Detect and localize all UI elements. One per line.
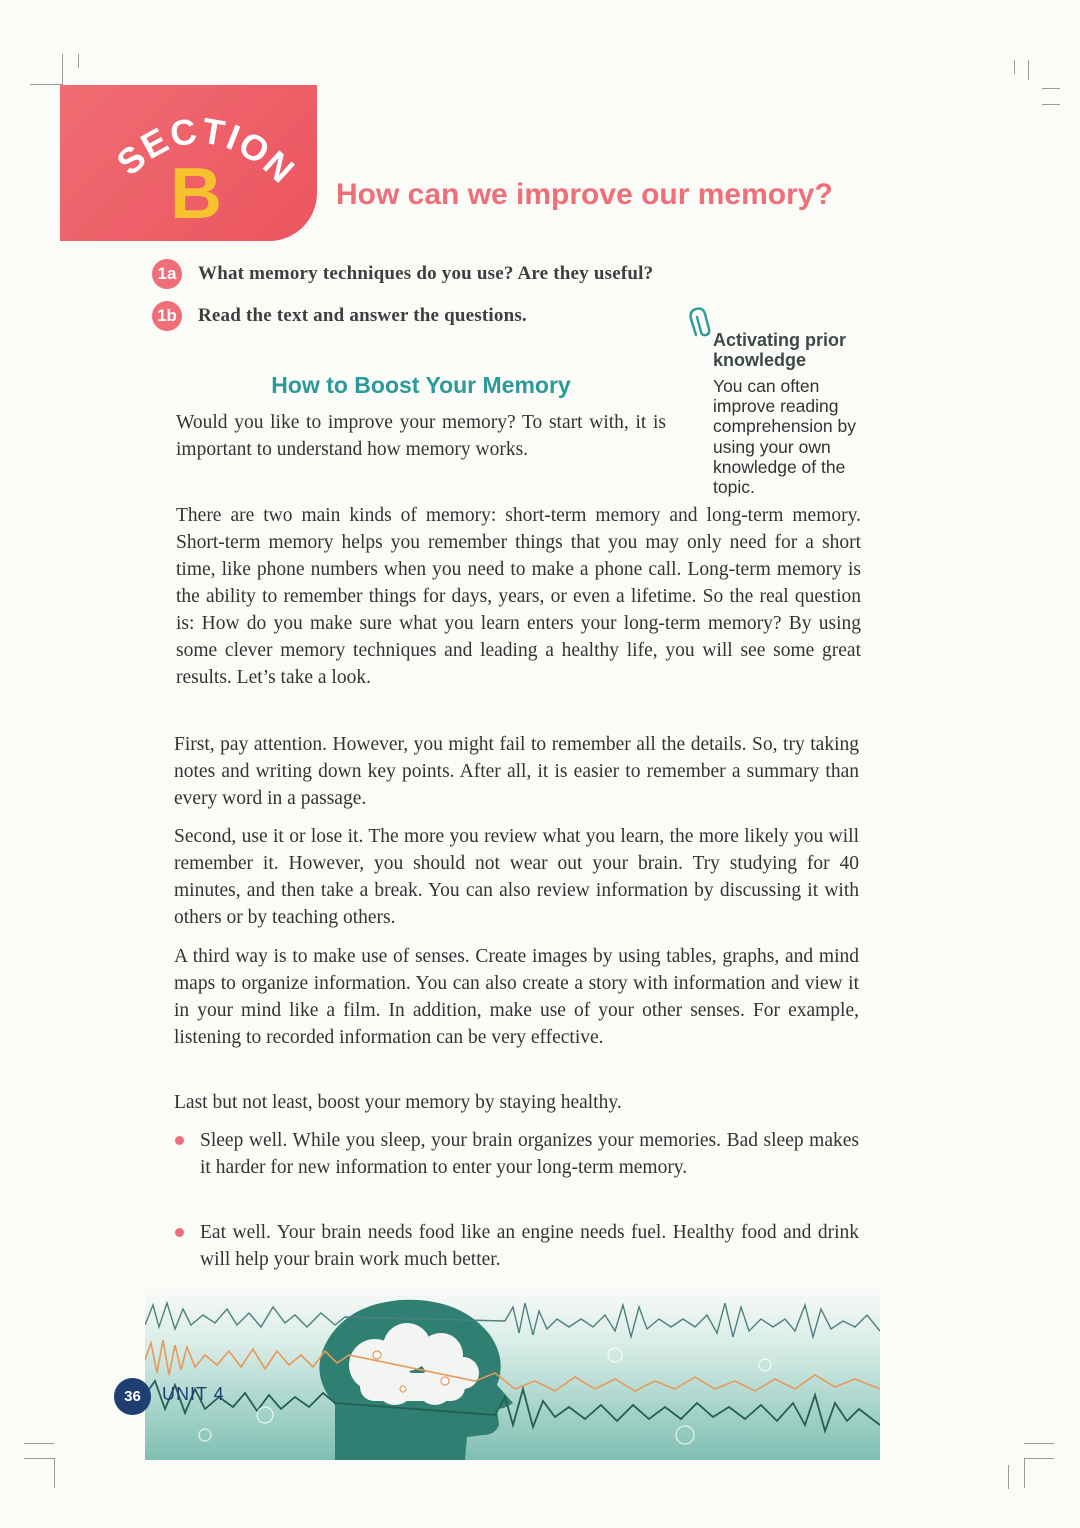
section-title: How can we improve our memory? [336,178,833,211]
bullet-item [200,1127,859,1181]
bullet-text: Eat well. Your brain needs food like an engine needs fuel. Healthy food and drink will help your brain work much better. [200,1222,859,1270]
activity-badge: 1a [152,259,182,289]
crop-mark [24,1443,54,1444]
crop-mark [1008,1465,1009,1489]
bullet-item [200,1219,859,1273]
reading-paragraph: Second, use it or lose it. The more you review what you learn, the more likely you will remember it. However, you should not wear out your brain. Try studying for 40 minutes, and then take a break. You can also review information by discussing it with others or by teaching others. [174,826,859,928]
section-letter: B [170,154,222,234]
crop-mark [30,84,62,85]
reading-paragraph: Last but not least, boost your memory by staying healthy. [174,1092,622,1113]
tip-body: You can often improve reading comprehension by using your own knowledge of the topic. [713,376,856,498]
bullet-dot [175,1228,184,1237]
unit-label: UNIT 4 [162,1384,225,1404]
crop-mark [78,54,79,68]
activity-instruction: What memory techniques do you use? Are they useful? [198,263,654,284]
crop-mark [54,1458,55,1488]
reading-paragraph: There are two main kinds of memory: short-term memory and long-term memory. Short-term memory helps you remember things that you may only need for a short time, like phone numbers when you need to make a phone call. Long-term memory is the ability to remember things for days, years, or even a lifetime. So the real question is: How do you make sure what you learn enters your long-term memory? By using some clever memory techniques and leading a healthy life, you will see some great results. Let’s take a look. [176,505,861,688]
crop-mark [24,1458,54,1459]
activity-instruction: Read the text and answer the questions. [198,305,527,326]
reading-paragraph: Would you like to improve your memory? To start with, it is important to understand how memory works. [176,412,666,460]
reading-paragraph: A third way is to make use of senses. Create images by using tables, graphs, and mind maps to organize information. You can also create a story with information and view it in your mind like a film. In addition, make use of your other senses. For example, listening to recorded information can be very effective. [174,946,859,1048]
reading-paragraph: First, pay attention. However, you might fail to remember all the details. So, try taking notes and writing down key points. After all, it is easier to remember a summary than every word in a passage. [174,734,859,809]
crop-mark [1042,88,1060,89]
svg-text:SECTION: SECTION [108,109,304,192]
crop-mark [1024,1458,1054,1459]
crop-mark [1028,60,1029,80]
crop-mark [1042,104,1060,105]
tip-title: Activating prior knowledge [713,330,847,370]
crop-mark [1024,1458,1025,1488]
activity-1b [152,301,527,331]
activity-badge: 1b [152,301,182,331]
bullet-dot [175,1136,184,1145]
page-number: 36 [114,1378,151,1415]
crop-mark [1014,60,1015,74]
brain-wave-illustration [145,1285,880,1460]
crop-mark [1024,1443,1054,1444]
bullet-text: Sleep well. While you sleep, your brain organizes your memories. Bad sleep makes it harder for new information to enter your long-term memory. [200,1130,859,1178]
crop-mark [62,54,63,86]
reading-title: How to Boost Your Memory [271,372,571,398]
paperclip-icon [688,305,712,339]
activity-1a [152,259,653,289]
